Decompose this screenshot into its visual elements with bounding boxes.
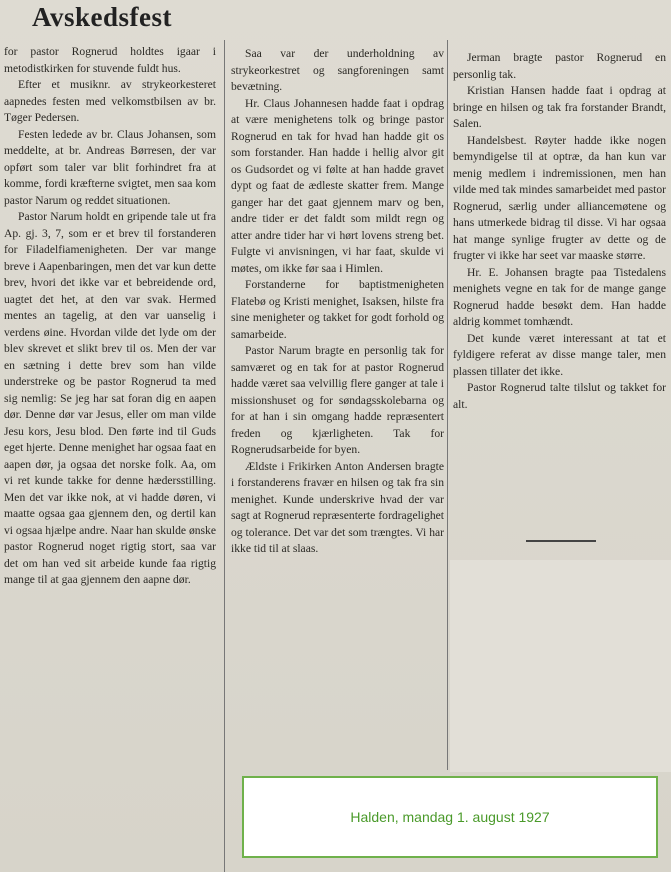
caption-text: Halden, mandag 1. august 1927 — [350, 809, 550, 825]
article-column-1 — [4, 44, 216, 589]
article-title: Avskedsfest — [32, 2, 172, 32]
paragraph: Festen ledede av br. Claus Johansen, som meddelte, at br. Andreas Børresen, der var opført som taler var blit forhindret fra at komme, fordi kræfterne svigtet, men saa kom pastor Narum og reddet situationen. — [4, 127, 216, 207]
paragraph: Saa var der underholdning av strykeorkestret og sangforeningen samt bevætning. — [231, 47, 444, 93]
paragraph: Kristian Hansen hadde faat i opdrag at bringe en hilsen og tak fra forstander Brandt, Salen. — [453, 84, 666, 130]
paragraph: Pastor Narum bragte en personlig tak for samværet og en tak for at pastor Rognerud hadde været saa velvillig flere ganger at tale i missionshuset og for søndagsskolebarna og for at han i sin omgang hadde repræsentert freden og kjærligheten. Tak for Rognerudsarbeide for byen. — [231, 344, 444, 456]
paragraph: Hr. Claus Johannesen hadde faat i opdrag at være menighetens tolk og bringe pastor Rognerud en tak for hvad han hadde git os som forstander. Han hadde i hellig alvor git os Gudsordet og vi følte at han hadde gravet dypt og faat de ædleste skatter frem. Mange ganger har det gaat gjennem marv og ben, andre tider er det faldt som mildt regn og atter andre tider har vi hørt lovens streng bet. Fulgte vi anvisningen, vi har faat, skulde vi møtes, om ikke før saa i Himlen. — [231, 96, 444, 275]
paragraph: Forstanderne for baptistmenigheten Flatebø og Kristi menighet, Isaksen, hilste fra sine menigheter og takket for godt forhold og samarbeide. — [231, 278, 444, 341]
paragraph: Pastor Rognerud talte tilslut og takket for alt. — [453, 381, 666, 411]
paragraph: Efter et musiknr. av strykeorkesteret aapnedes festen med velkomstbilsen av br. Tøger Pedersen. — [4, 78, 216, 124]
paragraph: Jerman bragte pastor Rognerud en personlig tak. — [453, 51, 666, 81]
column-divider — [447, 40, 448, 770]
end-rule — [526, 540, 596, 542]
paragraph: Handelsbest. Røyter hadde ikke nogen bemyndigelse til at optræ, da han kun var menig medlem i indremissionen, men han vilde med tak mindes samarbeidet med pastor Rognerud, særlig under alliancemøtene og hans utmerkede bidrag til disse. Vi har ogsaa hat mange synlige frugter av dette og de frugter vi ikke har seet var maaske større. — [453, 133, 666, 262]
paragraph: for pastor Rognerud holdtes igaar i metodistkirken for stuvende fuldt hus. — [4, 45, 216, 75]
column-divider — [224, 40, 225, 872]
paragraph: Hr. E. Johansen bragte paa Tistedalens menighets vegne en tak for de mange gange Rognerud hadde besøkt dem. Han hadde aldrig kommet tomhændt. — [453, 265, 666, 328]
paragraph: Det kunde været interessant at tat et fyldigere referat av disse mange taler, men plassen tillater det ikke. — [453, 331, 666, 378]
article-column-2 — [231, 46, 444, 558]
caption-box — [242, 776, 658, 858]
article-column-3 — [453, 50, 666, 413]
paragraph: Pastor Narum holdt en gripende tale ut fra Ap. gj. 3, 7, som er et brev til forstanderen for Filadelfiamenigheten. Der var mange breve i Aapenbaringen, men det var kun dette brev, hvori det ikke var et bebreidende ord, uagtet det het, at den var svak. Hermed mentes an tagelig, at den var uanselig i verdens øine. Hvordan vilde det lyde om der blev skrevet et slikt brev til os. Men der var en sætning i dette brev som han vilde understreke og be pastor Rognerud ta med sig nemlig: Se jeg har sat foran dig en aapen dør. Denne dør var Jesus, eller om man vilde Jesu kors, Jesu blod. Den førte ind til Guds eget hjerte. Denne menighet har ogsaa faat en aapen dør, ja ogsaa det norske folk. Aa, om vi ret kunde takke for denne hædersstilling. Men det var ikke nok, at vi hadde døren, vi maatte ogsaa gaa gjennem den, og dertil kan vi ogsaa hjælpe andre. Naar han skulde ønske pastor Rognerud noget rigtig stort, saa var det om han ved sit arbeide kunde faa rigtig mange til at gaa gjennem den aapne dør. — [4, 210, 216, 586]
blank-area — [450, 560, 671, 772]
paragraph: Ældste i Frikirken Anton Andersen bragte i forstanderens fravær en hilsen og tak fra sin menighet. Kunde underskrive hvad der var sagt at Rognerud repræsenterte fordragelighet og tolerance. Det var det som trængtes. Vi har ikke tid til at slaas. — [231, 459, 444, 555]
